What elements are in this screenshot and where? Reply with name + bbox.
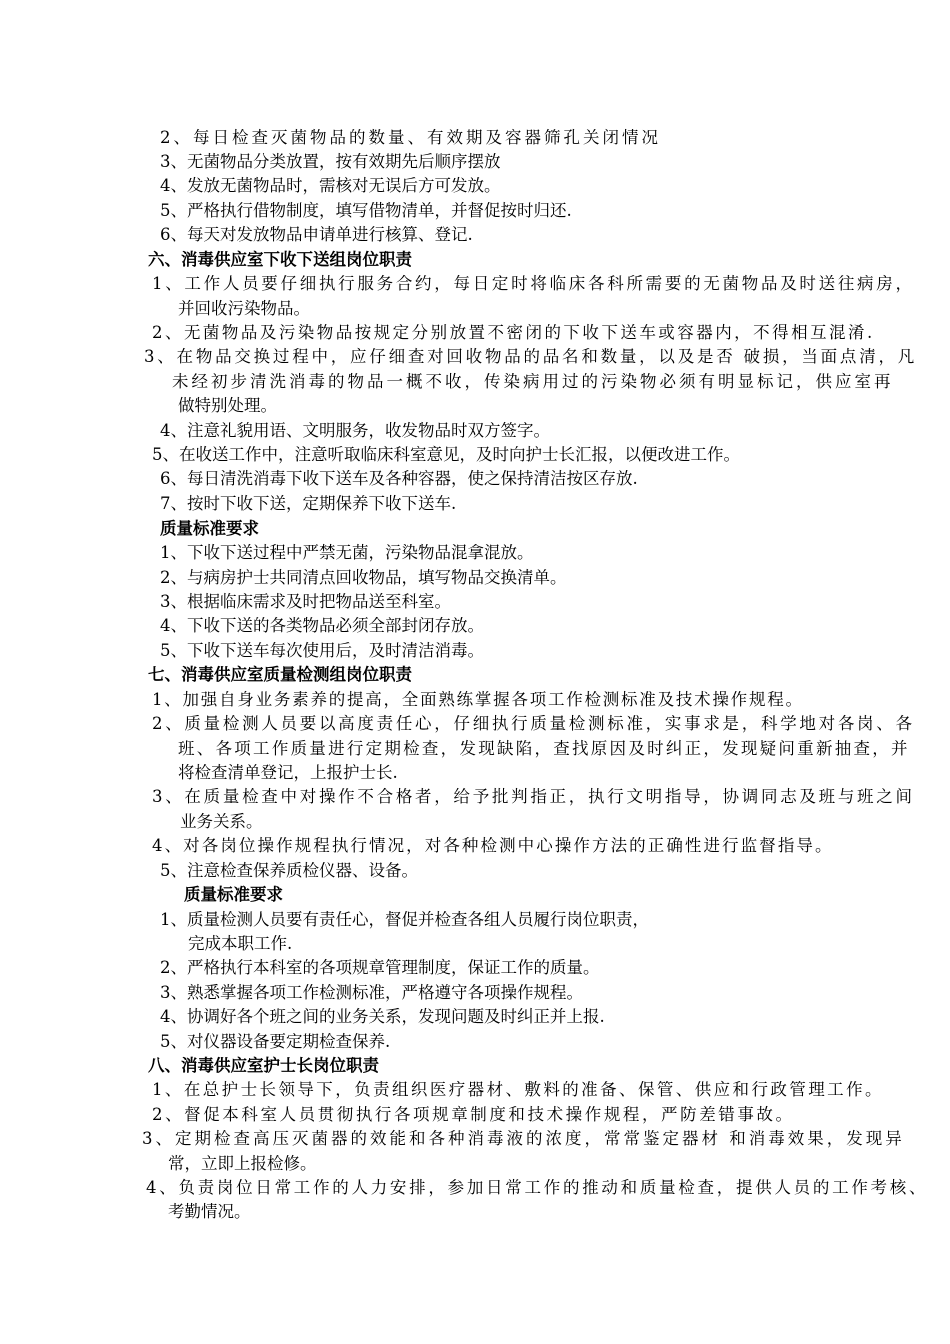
text-line: 未经初步清洗消毒的物品一概不收，传染病用过的污染物必须有明显标记，供应室再 [172, 372, 894, 391]
text-line: 4、对各岗位操作规程执行情况，对各种检测中心操作方法的正确性进行监督指导。 [152, 836, 834, 855]
text-line: 7、按时下收下送，定期保养下收下送车. [160, 494, 457, 513]
text-line: 3、在质量检查中对操作不合格者，给予批判指正，执行文明指导，协调同志及班与班之间 [152, 787, 915, 806]
text-line: 考勤情况。 [168, 1202, 251, 1221]
text-line: 5、严格执行借物制度，填写借物清单，并督促按时归还. [160, 201, 572, 220]
section-heading: 六、消毒供应室下收下送组岗位职责 [148, 250, 412, 269]
text-line: 业务关系。 [180, 812, 263, 831]
text-line: 做特别处理。 [178, 396, 277, 415]
section-heading: 质量标准要求 [160, 519, 259, 538]
text-line: 班、各项工作质量进行定期检查，发现缺陷，查找原因及时纠正，发现疑问重新抽查，并 [178, 739, 910, 758]
section-heading: 质量标准要求 [184, 885, 283, 904]
text-line: 2、督促本科室人员贯彻执行各项规章制度和技术操作规程，严防差错事故。 [152, 1105, 795, 1124]
text-line: 将检查清单登记，上报护士长. [178, 763, 398, 782]
text-line: 1、加强自身业务素养的提高，全面熟练掌握各项工作检测标准及技术操作规程。 [152, 690, 804, 709]
text-line: 4、下收下送的各类物品必须全部封闭存放。 [160, 616, 484, 635]
text-line: 2、无菌物品及污染物品按规定分别放置不密闭的下收下送车或容器内，不得相互混淆. [152, 323, 875, 342]
text-line: 3、无菌物品分类放置，按有效期先后顺序摆放 [160, 152, 501, 171]
section-heading: 七、消毒供应室质量检测组岗位职责 [148, 665, 412, 684]
text-line: 4、注意礼貌用语、文明服务，收发物品时双方签字。 [160, 421, 550, 440]
text-line: 2、与病房护士共同清点回收物品，填写物品交换清单。 [160, 568, 567, 587]
text-line: 1、下收下送过程中严禁无菌，污染物品混拿混放。 [160, 543, 534, 562]
text-line: 常，立即上报检修。 [168, 1154, 317, 1173]
text-line: 5、对仪器设备要定期检查保养. [160, 1032, 391, 1051]
text-line: 6、每天对发放物品申请单进行核算、登记. [160, 225, 473, 244]
text-line: 6、每日清洗消毒下收下送车及各种容器，使之保持清洁按区存放. [160, 469, 638, 488]
text-line: 5、在收送工作中，注意听取临床科室意见，及时向护士长汇报，以便改进工作。 [152, 445, 740, 464]
text-line: 5、注意检查保养质检仪器、设备。 [160, 861, 418, 880]
text-line: 1、在总护士长领导下，负责组织医疗器材、敷料的准备、保管、供应和行政管理工作。 [152, 1080, 884, 1099]
text-line: 3、熟悉掌握各项工作检测标准，严格遵守各项操作规程。 [160, 983, 583, 1002]
text-line: 5、下收下送车每次使用后，及时清洁消毒。 [160, 641, 484, 660]
text-line: 4、负责岗位日常工作的人力安排，参加日常工作的推动和质量检查，提供人员的工作考核、 [146, 1178, 929, 1197]
text-line: 4、发放无菌物品时，需核对无误后方可发放。 [160, 176, 501, 195]
text-line: 并回收污染物品。 [178, 299, 310, 318]
section-heading: 八、消毒供应室护士长岗位职责 [148, 1056, 379, 1075]
text-line: 3、在物品交换过程中，应仔细查对回收物品的品名和数量，以及是否 破损，当面点清，凡 [144, 347, 918, 366]
text-line: 2、严格执行本科室的各项规章管理制度，保证工作的质量。 [160, 958, 600, 977]
text-line: 3、根据临床需求及时把物品送至科室。 [160, 592, 451, 611]
text-line: 2、每日检查灭菌物品的数量、有效期及容器筛孔关闭情况 [160, 128, 661, 147]
text-line: 3、定期检查高压灭菌器的效能和各种消毒液的浓度，常常鉴定器材 和消毒效果，发现异 [142, 1129, 905, 1148]
text-line: 2、质量检测人员要以高度责任心，仔细执行质量检测标准，实事求是，科学地对各岗、各 [152, 714, 915, 733]
text-line: 完成本职工作. [188, 934, 293, 953]
text-line: 1、质量检测人员要有责任心，督促并检查各组人员履行岗位职责， [160, 910, 649, 929]
text-line: 1、工作人员要仔细执行服务合约，每日定时将临床各科所需要的无菌物品及时送往病房， [152, 274, 915, 293]
text-line: 4、协调好各个班之间的业务关系，发现问题及时纠正并上报. [160, 1007, 605, 1026]
